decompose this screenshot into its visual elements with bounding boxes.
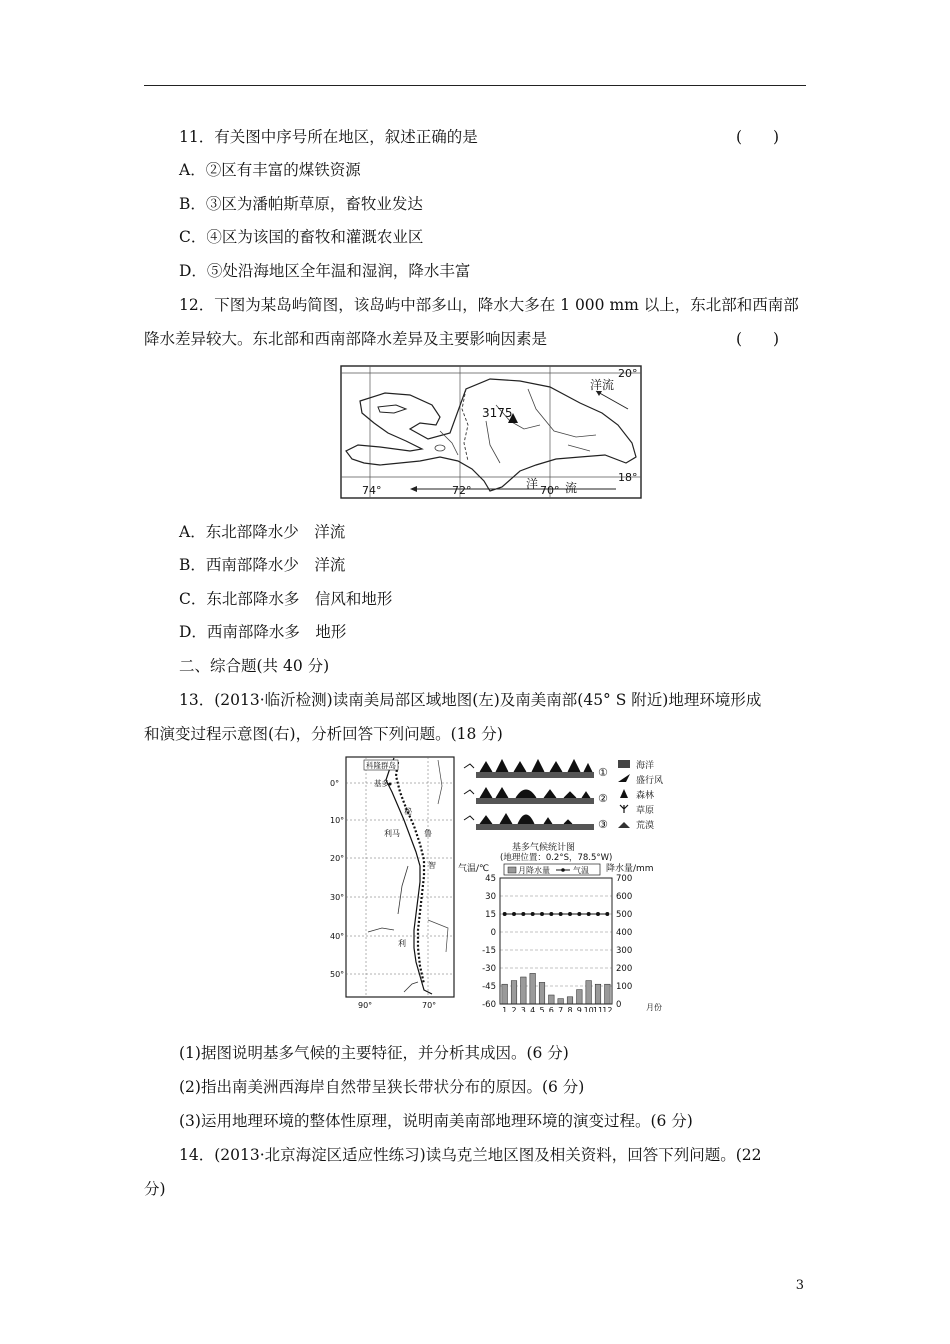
y-right-tick-6: 100 bbox=[616, 982, 633, 992]
lat-label-10: 10° bbox=[330, 816, 345, 825]
q12-option-b: B．西南部降水少 洋流 bbox=[179, 556, 346, 574]
stage-1-label: ① bbox=[598, 766, 608, 779]
peak-label: 3175 bbox=[482, 406, 513, 420]
x-tick-1: 1 bbox=[502, 1006, 508, 1012]
legend-desert: 荒漠 bbox=[636, 821, 655, 831]
q14-stem-line2: 分) bbox=[144, 1180, 166, 1198]
precip-bar-11 bbox=[595, 984, 601, 1004]
climate-chart bbox=[456, 862, 682, 1012]
landscape-evolution-diagram bbox=[460, 758, 672, 838]
y-right-tick-4: 300 bbox=[616, 946, 633, 956]
temp-point-9 bbox=[577, 912, 581, 916]
current-ne-label: 洋流 bbox=[590, 378, 615, 392]
x-tick-9: 9 bbox=[576, 1006, 582, 1012]
x-tick-12: 12 bbox=[602, 1006, 613, 1012]
y-left-tick-5: -30 bbox=[482, 964, 496, 974]
temp-point-5 bbox=[540, 912, 544, 916]
climate-chart-subtitle: (地理位置：0.2°S，78.5°W) bbox=[500, 853, 613, 863]
y-right-label: 降水量/mm bbox=[606, 864, 654, 874]
legend-forest: 森林 bbox=[636, 791, 655, 801]
header-rule bbox=[144, 85, 806, 86]
precip-bar-5 bbox=[539, 982, 545, 1004]
stage-2-strip bbox=[464, 788, 608, 805]
y-left-tick-2: 15 bbox=[485, 910, 496, 920]
map-label-galapagos: 科隆群岛 bbox=[366, 761, 396, 770]
lat-label-0: 0° bbox=[330, 779, 340, 788]
legend-precip-label: 月降水量 bbox=[518, 866, 550, 875]
legend-grassland: 草原 bbox=[636, 806, 655, 816]
q11-option-b: B．③区为潘帕斯草原，畜牧业发达 bbox=[179, 195, 423, 213]
temp-point-2 bbox=[512, 912, 516, 916]
lon-label-72: 72° bbox=[452, 484, 472, 497]
current-sw-label-b: 流 bbox=[565, 481, 578, 495]
q13-subquestion-3: (3)运用地理环境的整体性原理，说明南美南部地理环境的演变过程。(6 分) bbox=[179, 1112, 693, 1130]
x-tick-4: 4 bbox=[530, 1006, 536, 1012]
temp-point-4 bbox=[531, 912, 535, 916]
precip-bar-7 bbox=[558, 999, 564, 1004]
temp-point-8 bbox=[568, 912, 572, 916]
map-label-peru-a: 秘 bbox=[404, 807, 412, 816]
climate-chart-title: 基多气候统计图 bbox=[512, 843, 576, 853]
stage-2-label: ② bbox=[598, 792, 608, 805]
legend-ocean: 海洋 bbox=[636, 761, 655, 771]
legend-temp-label: 气温 bbox=[573, 866, 589, 875]
diagram-legend bbox=[618, 759, 663, 831]
q11-option-a: A．②区有丰富的煤铁资源 bbox=[179, 161, 361, 179]
lat-label-20: 20° bbox=[330, 854, 345, 863]
q14-stem-line1: 14．(2013·北京海淀区适应性练习)读乌克兰地区图及相关资料，回答下列问题。(22 bbox=[179, 1146, 762, 1164]
y-left-tick-0: 45 bbox=[485, 874, 496, 884]
lat-label-50: 50° bbox=[330, 970, 345, 979]
lat-label-40: 40° bbox=[330, 932, 345, 941]
q11-option-c: C．④区为该国的畜牧和灌溉农业区 bbox=[179, 228, 424, 246]
precip-bar-2 bbox=[511, 981, 517, 1004]
q11-option-d: D．⑤处沿海地区全年温和湿润，降水丰富 bbox=[179, 262, 471, 280]
q12-option-c: C．东北部降水多 信风和地形 bbox=[179, 590, 393, 608]
q13-subquestion-2: (2)指出南美洲西海岸自然带呈狭长带状分布的原因。(6 分) bbox=[179, 1078, 585, 1096]
y-left-tick-3: 0 bbox=[490, 928, 496, 938]
q11-answer-bracket: ( ) bbox=[736, 128, 780, 146]
precip-bar-8 bbox=[567, 997, 573, 1004]
temp-point-1 bbox=[503, 912, 507, 916]
x-tick-10: 10 bbox=[583, 1006, 594, 1012]
q11-stem: 11．有关图中序号所在地区，叙述正确的是 bbox=[179, 128, 478, 146]
lat-label-bottom: 18° bbox=[618, 471, 638, 484]
precip-bar-10 bbox=[586, 981, 592, 1004]
y-left-tick-7: -60 bbox=[482, 1000, 496, 1010]
map-label-chile-a: 智 bbox=[428, 861, 436, 870]
y-right-tick-3: 400 bbox=[616, 928, 633, 938]
y-left-tick-4: -15 bbox=[482, 946, 496, 956]
q12-answer-bracket: ( ) bbox=[736, 330, 780, 348]
y-left-label: 气温/℃ bbox=[458, 864, 490, 874]
map-label-peru-b: 鲁 bbox=[424, 829, 432, 838]
y-right-tick-1: 600 bbox=[616, 892, 633, 902]
y-right-tick-2: 500 bbox=[616, 910, 633, 920]
q13-stem-line1: 13．(2013·临沂检测)读南美局部区域地图(左)及南美南部(45° S 附近)地理环境形成 bbox=[179, 691, 762, 709]
precip-bar-3 bbox=[521, 977, 527, 1004]
map-label-quito: 基多 bbox=[374, 779, 389, 788]
precip-bar-12 bbox=[605, 984, 611, 1004]
map-label-lima: 利马 bbox=[384, 829, 400, 838]
precip-bar-9 bbox=[577, 990, 583, 1004]
q12-stem-line1: 12．下图为某岛屿简图，该岛屿中部多山，降水大多在 1 000 mm 以上，东北部和西南部 bbox=[179, 296, 799, 314]
lat-label-top: 20° bbox=[618, 367, 638, 380]
lon-label-70: 70° bbox=[422, 1001, 437, 1010]
x-tick-8: 8 bbox=[567, 1006, 573, 1012]
lon-label-70: 70° bbox=[540, 484, 560, 497]
page-number: 3 bbox=[795, 1278, 804, 1293]
south-america-map bbox=[328, 756, 456, 1014]
temp-point-11 bbox=[596, 912, 600, 916]
x-tick-3: 3 bbox=[520, 1006, 526, 1012]
precip-bar-1 bbox=[502, 984, 508, 1004]
temp-point-10 bbox=[587, 912, 591, 916]
island-map bbox=[340, 365, 644, 500]
q12-option-a: A．东北部降水少 洋流 bbox=[179, 523, 346, 541]
q12-stem-line2: 降水差异较大。东北部和西南部降水差异及主要影响因素是 bbox=[144, 330, 548, 348]
current-sw-label-a: 洋 bbox=[526, 477, 539, 491]
x-tick-6: 6 bbox=[548, 1006, 554, 1012]
temp-point-7 bbox=[559, 912, 563, 916]
lon-label-74: 74° bbox=[362, 484, 382, 497]
y-right-tick-7: 0 bbox=[616, 1000, 622, 1010]
map-label-chile-b: 利 bbox=[398, 939, 406, 948]
temp-point-3 bbox=[521, 912, 525, 916]
precip-bar-6 bbox=[549, 995, 555, 1004]
x-tick-11: 11 bbox=[592, 1006, 604, 1012]
q13-subquestion-1: (1)据图说明基多气候的主要特征，并分析其成因。(6 分) bbox=[179, 1044, 569, 1062]
x-axis-unit: 月份 bbox=[646, 1003, 662, 1012]
x-tick-7: 7 bbox=[558, 1006, 564, 1012]
stage-3-strip bbox=[464, 814, 608, 831]
y-right-tick-5: 200 bbox=[616, 964, 633, 974]
lat-label-30: 30° bbox=[330, 893, 345, 902]
q12-option-d: D．西南部降水多 地形 bbox=[179, 623, 347, 641]
section2-heading: 二、综合题(共 40 分) bbox=[179, 657, 330, 675]
temp-point-6 bbox=[549, 912, 553, 916]
x-tick-2: 2 bbox=[511, 1006, 517, 1012]
y-left-tick-1: 30 bbox=[485, 892, 496, 902]
stage-1-strip bbox=[464, 760, 608, 779]
q13-stem-line2: 和演变过程示意图(右)，分析回答下列问题。(18 分) bbox=[144, 725, 503, 743]
x-tick-5: 5 bbox=[539, 1006, 545, 1012]
stage-3-label: ③ bbox=[598, 818, 608, 831]
precip-bar-4 bbox=[530, 973, 536, 1004]
lon-label-90: 90° bbox=[358, 1001, 373, 1010]
y-right-tick-0: 700 bbox=[616, 874, 633, 884]
temp-point-12 bbox=[605, 912, 609, 916]
y-left-tick-6: -45 bbox=[482, 982, 496, 992]
legend-prevailing-wind: 盛行风 bbox=[636, 776, 664, 786]
